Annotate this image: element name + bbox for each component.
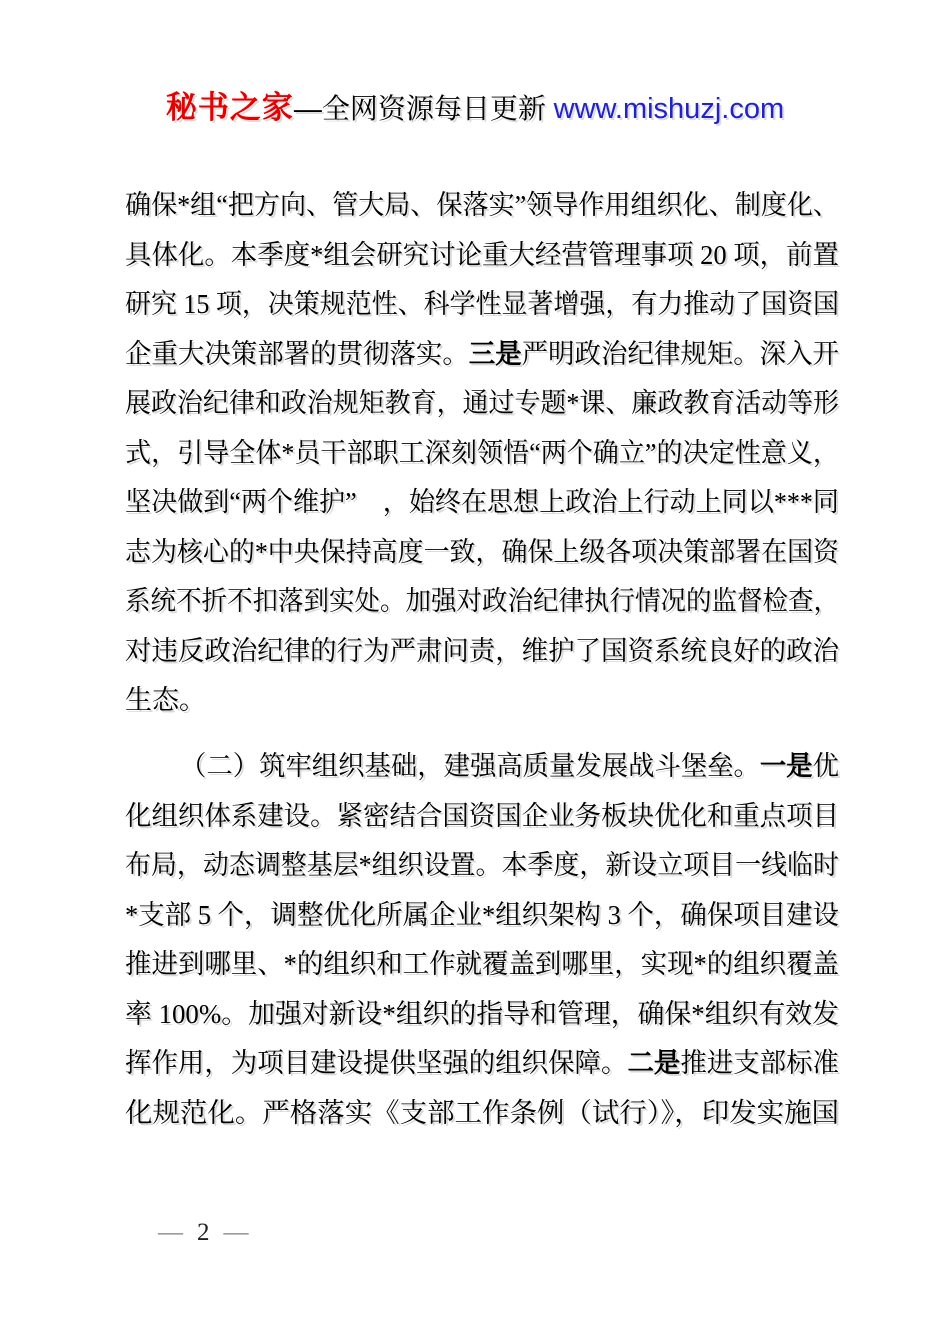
text-line: [125, 330, 839, 380]
text-line: [125, 181, 839, 231]
footer-right-dash: —: [223, 1219, 249, 1246]
text-line: [125, 280, 839, 330]
emphasis-text: 三是: [468, 338, 522, 369]
body-text: 系统不折不扣落到实处。加强对政治纪律执行情况的监督检查，: [125, 586, 839, 616]
text-line: [125, 891, 839, 941]
body-text: 对违反政治纪律的行为严肃问责，维护了国资系统良好的政治: [125, 635, 839, 666]
text-line: [125, 231, 839, 281]
text-line: [125, 990, 839, 1040]
text-line: [125, 478, 839, 528]
body-text: 严明政治纪律规矩。深入开: [521, 338, 839, 369]
body-text: 志为核心的*中央保持高度一致，确保上级各项决策部署在国资: [125, 536, 839, 567]
document-body-text: [125, 181, 839, 1138]
body-text: 生态。: [125, 685, 206, 715]
emphasis-text: 一是: [759, 751, 813, 781]
body-text: 展政治纪律和政治规矩教育，通过专题*课、廉政教育活动等形: [125, 388, 839, 418]
text-line: [125, 1089, 839, 1139]
footer-left-dash: —: [158, 1219, 183, 1246]
page-number: [158, 1218, 249, 1248]
site-url-link[interactable]: www.mishuzj.com: [553, 93, 785, 125]
text-line: [125, 742, 839, 792]
site-tagline: —全网资源每日更新: [293, 93, 554, 124]
body-text: （二）筑牢组织基础，建强高质量发展战斗堡垒。: [180, 751, 760, 781]
site-header: [0, 82, 950, 127]
text-line: [125, 676, 839, 726]
text-line: [125, 379, 839, 429]
body-text: 研究 15 项，决策规范性、科学性显著增强，有力推动了国资国: [125, 289, 839, 319]
footer-page-number: 2: [197, 1219, 210, 1246]
text-line: [125, 627, 839, 677]
body-text: 企重大决策部署的贯彻落实。: [125, 338, 469, 369]
body-text: 具体化。本季度*组会研究讨论重大经营管理事项 20 项，前置: [125, 239, 839, 270]
body-text: 化规范化。严格落实《支部工作条例（试行）》，印发实施国: [125, 1097, 839, 1128]
emphasis-text: 二是: [627, 1048, 681, 1078]
body-text: 优: [812, 751, 839, 781]
body-text: 式，引导全体*员干部职工深刻领悟“两个确立”的决定性意义，: [125, 437, 839, 468]
text-line: [125, 841, 839, 891]
body-text: 推进到哪里、*的组织和工作就覆盖到哪里，实现*的组织覆盖: [125, 949, 839, 979]
paragraph: [125, 181, 839, 726]
text-line: [125, 1039, 839, 1089]
text-line: [125, 528, 839, 578]
body-text: *支部 5 个，调整优化所属企业*组织架构 3 个，确保项目建设: [125, 899, 839, 930]
site-brand: 秘书之家: [165, 90, 294, 125]
body-text: 率 100%。加强对新设*组织的指导和管理，确保*组织有效发: [125, 998, 839, 1029]
text-line: [125, 429, 839, 479]
body-text: 布局，动态调整基层*组织设置。本季度，新设立项目一线临时: [125, 850, 839, 880]
text-line: [125, 792, 839, 842]
body-text: 确保*组“把方向、管大局、保落实”领导作用组织化、制度化、: [125, 190, 839, 220]
body-text: 挥作用，为项目建设提供坚强的组织保障。: [125, 1048, 628, 1078]
paragraph: [125, 742, 839, 1138]
text-line: [125, 940, 839, 990]
text-line: [125, 577, 839, 627]
body-text: 坚决做到“两个维护” ，始终在思想上政治上行动上同以***同: [125, 487, 839, 517]
body-text: 化组织体系建设。紧密结合国资国企业务板块优化和重点项目: [125, 800, 839, 831]
body-text: 推进支部标准: [680, 1048, 839, 1078]
